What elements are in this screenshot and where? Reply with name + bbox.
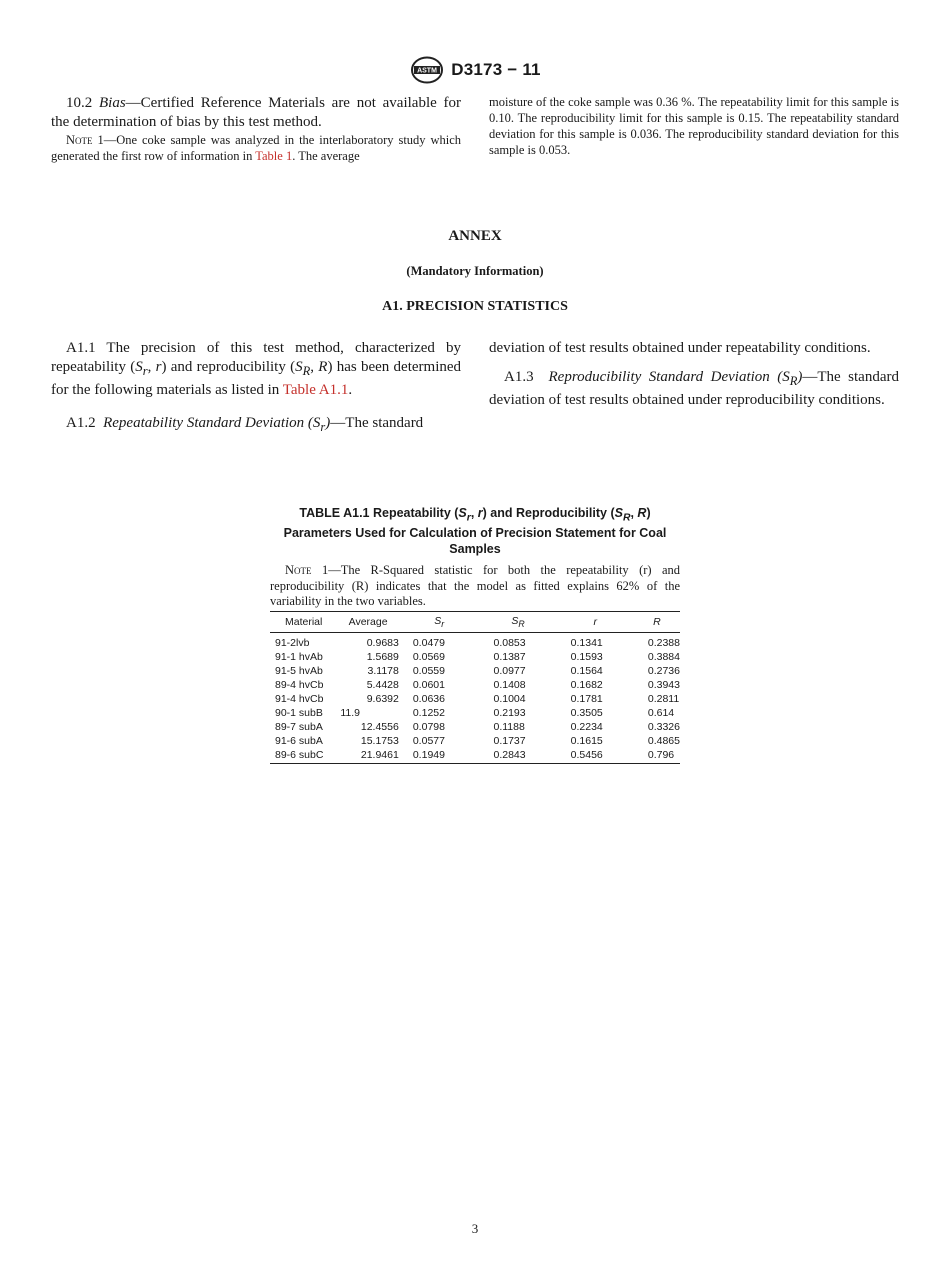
note-text: —The R-Squared statistic for both the repeatability (r) and reproducibility (R) indicates that the model as fitted explains 62% of the variability in the two variables. <box>270 563 680 608</box>
annex-section-heading: A1. PRECISION STATISTICS <box>382 299 568 314</box>
symbol-s: S <box>614 506 623 520</box>
cell-r: 0.3505 <box>570 707 603 720</box>
header-r: r <box>557 612 634 633</box>
table-a1-1-link[interactable]: Table A1.1 <box>282 382 349 398</box>
a1-1-text: ) has been determined for the following materials as listed in <box>51 359 462 398</box>
cell-r: 0.2234 <box>570 721 603 734</box>
cell-r: 0.5456 <box>557 748 634 764</box>
subscript-r-upper: R <box>302 364 311 378</box>
symbol-s: S <box>511 615 519 627</box>
caption-text: ) Parameters Used for Calculation of Precision Statement for Coal Samples <box>283 506 667 556</box>
section-a1-3 <box>489 368 899 410</box>
section-text: —The standard deviation of test results obtained under reproducibility conditions. <box>489 369 899 408</box>
subscript-r: r <box>441 619 445 630</box>
cell-sR: 0.0853 <box>493 637 526 650</box>
cell-sr: 0.0798 <box>412 721 445 734</box>
cell-sr: 0.0601 <box>412 679 445 692</box>
table-row <box>270 664 680 678</box>
table-row <box>270 692 680 706</box>
cell-r: 0.1564 <box>570 665 603 678</box>
cell-material: 89-7 subA <box>275 721 323 734</box>
cell-average: 11.9 <box>340 707 361 720</box>
header-material: Material <box>270 612 337 633</box>
data-table <box>270 611 680 764</box>
symbol-s: S <box>434 615 442 627</box>
cell-r: 0.1682 <box>570 679 603 692</box>
table-row <box>270 748 680 764</box>
cell-material: 91-4 hvCb <box>275 693 324 706</box>
table-caption: TABLE A1.1 Repeatability ($S_r$, r) and Reproducibility ($S_R$, R) Parameters Used for Calculation of Precision Statement for Coal Samples <box>283 506 667 556</box>
table-note <box>270 563 680 610</box>
section-text: —Certified Reference Materials are not available for the determination of bias by this test method. <box>51 95 462 130</box>
cell-R: 0.4865 <box>647 735 680 748</box>
left-column-top <box>51 94 461 164</box>
cell-R: 0.796 <box>634 748 680 764</box>
a1-1-comma: , <box>310 359 319 375</box>
symbol-s: S <box>782 369 790 385</box>
cell-sr: 0.0636 <box>412 693 445 706</box>
table-header <box>270 612 680 633</box>
header-sR <box>479 612 556 633</box>
cell-material: 91-1 hvAb <box>275 651 323 664</box>
astm-logo-icon <box>409 56 445 84</box>
page-number: 3 <box>471 1221 479 1236</box>
section-number: A1.3 <box>504 369 534 385</box>
symbol-s: S <box>312 415 321 431</box>
subscript-r: r <box>142 364 148 378</box>
term-text: Reproducibility Standard Deviation ( <box>548 369 783 385</box>
cell-average: 0.9683 <box>366 637 399 650</box>
cell-average: 15.1753 <box>360 735 399 748</box>
cell-average: 21.9461 <box>337 748 399 764</box>
cell-sR: 0.2843 <box>479 748 556 764</box>
term-text: Repeatability Standard Deviation ( <box>103 415 313 431</box>
note-text: —One coke sample was analyzed in the interlaboratory study which generated the first row of information in <box>51 133 462 163</box>
table-row <box>270 678 680 692</box>
cell-r: 0.1341 <box>570 637 603 650</box>
subscript-r-upper: R <box>789 374 798 388</box>
a1-1-comma: , <box>147 359 156 375</box>
cell-average: 5.4428 <box>366 679 399 692</box>
cell-average: 1.5689 <box>366 651 399 664</box>
note-number: 1 <box>321 563 329 577</box>
symbol-r-upper: R <box>318 359 328 375</box>
cell-material: 90-1 subB <box>275 707 323 720</box>
header-sr <box>399 612 480 633</box>
section-text: —The standard <box>330 415 424 431</box>
subscript-r-upper: R <box>622 512 631 524</box>
cell-sr: 0.1949 <box>399 748 480 764</box>
table-row <box>270 633 680 651</box>
cell-material: 91-5 hvAb <box>275 665 323 678</box>
section-number: A1.2 <box>66 415 96 431</box>
table-row <box>270 650 680 664</box>
document-designation: D3173 − 11 <box>451 60 541 79</box>
annex-subtitle: (Mandatory Information) <box>406 264 544 278</box>
cell-average: 3.1178 <box>367 665 399 678</box>
symbol-r: r <box>477 506 483 520</box>
cell-sR: 0.1188 <box>493 721 525 734</box>
table-1-link[interactable]: Table 1 <box>255 149 293 163</box>
cell-average: 9.6392 <box>366 693 399 706</box>
symbol-s: S <box>458 506 467 520</box>
left-column-annex <box>51 339 461 437</box>
cell-R: 0.3884 <box>647 651 680 664</box>
section-10-2 <box>51 94 461 132</box>
symbol-r: r <box>155 359 162 375</box>
header-row <box>270 612 680 633</box>
cell-sR: 0.1004 <box>493 693 526 706</box>
cell-material: 89-6 subC <box>270 748 337 764</box>
subscript-r: r <box>320 420 326 434</box>
term-close: ) <box>797 369 803 385</box>
cell-material: 91-2lvb <box>275 637 310 650</box>
section-number: A1.1 <box>66 340 96 356</box>
cell-R: 0.2388 <box>647 637 680 650</box>
a1-1-end: . <box>348 382 353 398</box>
cell-material: 89-4 hvCb <box>275 679 324 692</box>
section-term <box>103 415 331 434</box>
caption-text: ) and Reproducibility ( <box>482 506 615 520</box>
table-row <box>270 720 680 734</box>
cell-sr: 0.0479 <box>412 637 445 650</box>
symbol-s: S <box>295 359 303 375</box>
note-label: Note <box>66 133 93 147</box>
cell-r: 0.1615 <box>570 735 603 748</box>
precision-table <box>270 611 680 764</box>
section-number: 10.2 <box>66 95 93 111</box>
header-R: R <box>634 612 680 633</box>
note-1-coke <box>51 132 461 164</box>
page-header <box>0 56 950 84</box>
cell-r: 0.1593 <box>570 651 603 664</box>
cell-r: 0.1781 <box>570 693 603 706</box>
term-close: ) <box>325 415 331 431</box>
a1-1-text: The precision of this test method, characterized by repeatability ( <box>51 340 461 375</box>
header-average: Average <box>337 612 399 633</box>
right-column-annex <box>489 339 899 410</box>
cell-sR: 0.1408 <box>493 679 526 692</box>
section-term: Bias <box>99 95 126 111</box>
right-column-top <box>489 94 899 158</box>
section-term <box>548 369 803 388</box>
table-body <box>270 633 680 764</box>
note-text-end: . The average <box>292 149 360 163</box>
cell-material: 91-6 subA <box>275 735 323 748</box>
cell-sr: 0.0559 <box>412 665 445 678</box>
symbol-r-upper: R <box>637 506 647 520</box>
section-a1-2 <box>51 414 461 437</box>
note-1-continuation: moisture of the coke sample was 0.36 %. The repeatability limit for this sample is 0.10. The reproducibility limit for this sample is 0.15. The repeatability standard deviation for this sample is 0.036. The reproducibility standard deviation for this sample is 0.053. <box>489 95 899 157</box>
table-row <box>270 734 680 748</box>
annex-title: ANNEX <box>448 228 502 244</box>
subscript-r: r <box>466 512 471 524</box>
symbol-s: S <box>135 359 143 375</box>
section-a1-2-continuation: deviation of test results obtained under repeatability conditions. <box>489 340 871 356</box>
cell-sr: 0.1252 <box>412 707 445 720</box>
cell-sR: 0.0977 <box>493 665 526 678</box>
caption-text: TABLE A1.1 Repeatability ( <box>299 506 459 520</box>
cell-R: 0.2811 <box>647 693 680 706</box>
table-row <box>270 706 680 720</box>
cell-R: 0.3326 <box>647 721 680 734</box>
cell-R: 0.614 <box>647 707 675 720</box>
note-number: 1 <box>97 133 104 147</box>
cell-sR: 0.2193 <box>493 707 526 720</box>
cell-average: 12.4556 <box>360 721 399 734</box>
cell-sR: 0.1737 <box>493 735 526 748</box>
cell-R: 0.3943 <box>647 679 680 692</box>
a1-1-text: ) and reproducibility ( <box>161 359 296 375</box>
svg-text:ASTM: ASTM <box>417 67 438 75</box>
cell-sr: 0.0577 <box>412 735 445 748</box>
note-label: Note <box>285 563 312 577</box>
cell-R: 0.2736 <box>647 665 680 678</box>
section-a1-1 <box>51 339 461 400</box>
cell-sR: 0.1387 <box>493 651 526 664</box>
subscript-r-upper: R <box>518 619 525 630</box>
cell-sr: 0.0569 <box>412 651 445 664</box>
